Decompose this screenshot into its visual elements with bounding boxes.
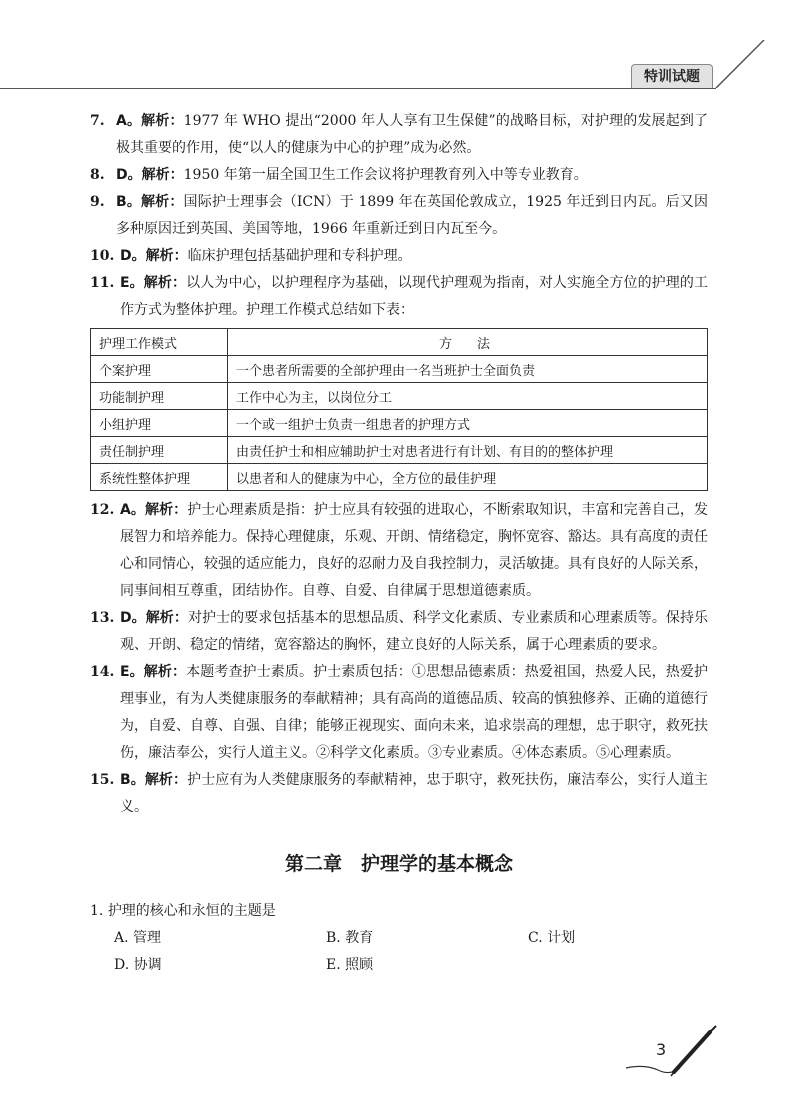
table-cell-mode: 小组护理 bbox=[91, 410, 228, 437]
answer-text: 1977 年 WHO 提出“2000 年人人享有卫生保健”的战略目标，对护理的发展起到了极其重要的作用，使“以人的健康为中心的护理”成为必然。 bbox=[116, 113, 709, 156]
header-tab: 特训试题 bbox=[631, 64, 713, 89]
page-number: 3 bbox=[656, 1040, 667, 1059]
table-row bbox=[91, 356, 708, 383]
answer-text: 临床护理包括基础护理和专科护理。 bbox=[187, 248, 412, 264]
option-row bbox=[90, 952, 708, 979]
pen-icon bbox=[624, 1024, 724, 1080]
answer-number: 7. bbox=[90, 113, 105, 129]
answer-letter: D bbox=[120, 248, 132, 264]
answer-text: 护士心理素质是指：护士应具有较强的进取心，不断索取知识，丰富和完善自己，发展智力和培养能力。保持心理健康，乐观、开朗、情绪稳定，胸怀宽容、豁达。具有高度的责任心和同情心，较强的适应能力，良好的忍耐力及自我控制力，灵活敏捷。具有良好的人际关系，同事间相互尊重，团结协作。自尊、自爱、自律属于思想道德素质。 bbox=[120, 502, 709, 599]
table-cell-method: 以患者和人的健康为中心，全方位的最佳护理 bbox=[228, 464, 708, 491]
option-e[interactable]: E. 照顾 bbox=[326, 957, 374, 973]
option-c[interactable]: C. 计划 bbox=[528, 930, 576, 946]
option-row bbox=[90, 925, 708, 952]
answer-item: 9. B。解析：国际护士理事会（ICN）于 1899 年在英国伦敦成立，1925 年迁到日内瓦。后又因多种原因迁到英国、美国等地，1966 年重新迁到日内瓦至今。 bbox=[90, 189, 708, 243]
analysis-label: 解析 bbox=[143, 275, 173, 291]
answer-item: 11. E。解析：以人为中心，以护理程序为基础，以现代护理观为指南，对人实施全方位的护理的工作方式为整体护理。护理工作模式总结如下表： bbox=[90, 270, 708, 324]
analysis-label: 解析 bbox=[141, 113, 170, 129]
analysis-label: 解析 bbox=[144, 772, 174, 788]
analysis-label: 解析 bbox=[145, 610, 174, 626]
analysis-label: 解析 bbox=[145, 248, 174, 264]
answer-letter: D bbox=[116, 167, 128, 183]
analysis-label: 解析 bbox=[141, 194, 170, 210]
answer-letter: A bbox=[120, 502, 131, 518]
table-row bbox=[91, 410, 708, 437]
table-cell-mode: 功能制护理 bbox=[91, 383, 228, 410]
answer-number: 13. bbox=[90, 610, 115, 626]
answer-number: 12. bbox=[90, 502, 115, 518]
answer-number: 15. bbox=[90, 772, 115, 788]
analysis-label: 解析 bbox=[145, 502, 174, 518]
table-header-mode: 护理工作模式 bbox=[91, 329, 228, 356]
answer-number: 9. bbox=[90, 194, 105, 210]
answer-item: 13. D。解析：对护士的要求包括基本的思想品质、科学文化素质、专业素质和心理素质等。保持乐观、开朗、稳定的情绪，宽容豁达的胸怀，建立良好的人际关系，属于心理素质的要求。 bbox=[90, 605, 708, 659]
analysis-label: 解析 bbox=[141, 167, 170, 183]
answer-item: 12. A。解析：护士心理素质是指：护士应具有较强的进取心，不断索取知识，丰富和完善自己，发展智力和培养能力。保持心理健康，乐观、开朗、情绪稳定，胸怀宽容、豁达。具有高度的责任心和同情心，较强的适应能力，良好的忍耐力及自我控制力，灵活敏捷。具有良好的人际关系，同事间相互尊重，团结协作。自尊、自爱、自律属于思想道德素质。 bbox=[90, 497, 708, 605]
question-text: 护理的核心和永恒的主题是 bbox=[107, 903, 276, 919]
answer-number: 10. bbox=[90, 248, 115, 264]
table-row bbox=[91, 383, 708, 410]
option-a[interactable]: A. 管理 bbox=[114, 930, 162, 946]
answer-list bbox=[90, 108, 708, 324]
table-cell-method: 由责任护士和相应辅助护士对患者进行有计划、有目的的整体护理 bbox=[228, 437, 708, 464]
option-d[interactable]: D. 协调 bbox=[114, 957, 162, 973]
option-b[interactable]: B. 教育 bbox=[326, 930, 374, 946]
header-rule bbox=[0, 88, 716, 89]
answer-text: 本题考查护士素质。护士素质包括：①思想品德素质：热爱祖国，热爱人民，热爱护理事业，有为人类健康服务的奉献精神；具有高尚的道德品质、较高的慎独修养、正确的道德行为，自爱、自尊、自强、自律；能够正视现实、面向未来，追求崇高的理想，忠于职守，救死扶伤，廉洁奉公，实行人道主义。②科学文化素质。③专业素质。④体态素质。⑤心理素质。 bbox=[120, 664, 709, 761]
answer-item: 10. D。解析：临床护理包括基础护理和专科护理。 bbox=[90, 243, 708, 270]
question-number: 1. bbox=[90, 903, 104, 919]
table-cell-method: 工作中心为主，以岗位分工 bbox=[228, 383, 708, 410]
answer-number: 8. bbox=[90, 167, 105, 183]
nursing-mode-table bbox=[90, 328, 708, 491]
answer-item: 15. B。解析：护士应有为人类健康服务的奉献精神，忠于职守，救死扶伤，廉洁奉公，实行人道主义。 bbox=[90, 767, 708, 821]
question-item bbox=[90, 898, 708, 925]
answer-item: 7. A。解析：1977 年 WHO 提出“2000 年人人享有卫生保健”的战略目标，对护理的发展起到了极其重要的作用，使“以人的健康为中心的护理”成为必然。 bbox=[90, 108, 708, 162]
answer-text: 护士应有为人类健康服务的奉献精神，忠于职守，救死扶伤，廉洁奉公，实行人道主义。 bbox=[120, 772, 709, 815]
answer-text: 对护士的要求包括基本的思想品质、科学文化素质、专业素质和心理素质等。保持乐观、开朗、稳定的情绪，宽容豁达的胸怀，建立良好的人际关系，属于心理素质的要求。 bbox=[120, 610, 709, 653]
table-cell-method: 一个患者所需要的全部护理由一名当班护士全面负责 bbox=[228, 356, 708, 383]
table-row bbox=[91, 437, 708, 464]
answer-letter: E bbox=[120, 275, 130, 291]
header-slant-line bbox=[700, 40, 800, 88]
answer-number: 14. bbox=[90, 664, 115, 680]
answer-letter: E bbox=[120, 664, 130, 680]
chapter-title: 第二章 护理学的基本概念 bbox=[284, 853, 513, 875]
table-header-method: 方 法 bbox=[228, 329, 708, 356]
answer-text: 1950 年第一届全国卫生工作会议将护理教育列入中等专业教育。 bbox=[183, 167, 588, 183]
table-header-row bbox=[91, 329, 708, 356]
table-cell-mode: 系统性整体护理 bbox=[91, 464, 228, 491]
table-cell-mode: 个案护理 bbox=[91, 356, 228, 383]
answer-letter: B bbox=[116, 194, 127, 210]
answer-text: 以人为中心，以护理程序为基础，以现代护理观为指南，对人实施全方位的护理的工作方式为整体护理。护理工作模式总结如下表： bbox=[120, 275, 709, 318]
table-cell-mode: 责任制护理 bbox=[91, 437, 228, 464]
answer-list-continued bbox=[90, 497, 708, 821]
answer-number: 11. bbox=[90, 275, 115, 291]
answer-item: 14. E。解析：本题考查护士素质。护士素质包括：①思想品德素质：热爱祖国，热爱人民，热爱护理事业，有为人类健康服务的奉献精神；具有高尚的道德品质、较高的慎独修养、正确的道德行为，自爱、自尊、自强、自律；能够正视现实、面向未来，追求崇高的理想，忠于职守，救死扶伤，廉洁奉公，实行人道主义。②科学文化素质。③专业素质。④体态素质。⑤心理素质。 bbox=[90, 659, 708, 767]
answer-letter: D bbox=[120, 610, 132, 626]
answer-letter: B bbox=[120, 772, 131, 788]
analysis-label: 解析 bbox=[143, 664, 173, 680]
answer-item: 8. D。解析：1950 年第一届全国卫生工作会议将护理教育列入中等专业教育。 bbox=[90, 162, 708, 189]
table-cell-method: 一个或一组护士负责一组患者的护理方式 bbox=[228, 410, 708, 437]
answer-text: 国际护士理事会（ICN）于 1899 年在英国伦敦成立，1925 年迁到日内瓦。后又因多种原因迁到英国、美国等地，1966 年重新迁到日内瓦至今。 bbox=[116, 194, 709, 237]
table-row bbox=[91, 464, 708, 491]
answer-letter: A bbox=[116, 113, 127, 129]
page-content bbox=[90, 108, 708, 979]
